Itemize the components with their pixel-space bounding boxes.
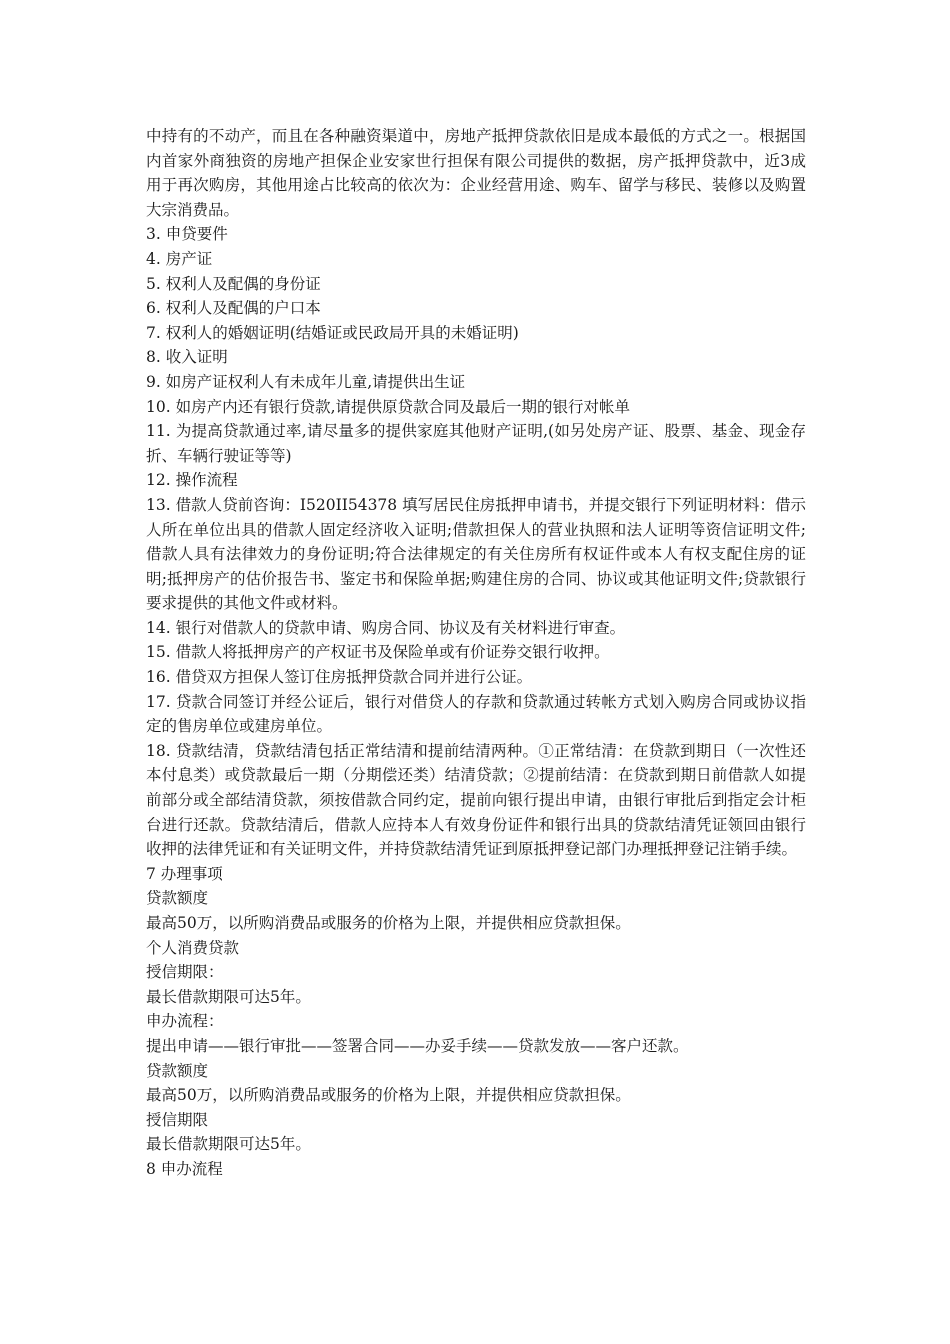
section-heading-8: 8 申办流程: [146, 1159, 223, 1178]
list-item-3: 3. 申贷要件: [146, 225, 228, 244]
list-item-14: 14. 银行对借款人的贷款申请、购房合同、协议及有关材料进行审查。: [146, 618, 626, 637]
loan-amount-text: 最高50万，以所购消费品或服务的价格为上限，并提供相应贷款担保。: [146, 914, 631, 932]
loan-amount-label-2: 贷款额度: [146, 1061, 209, 1080]
list-item-11: 11. 为提高贷款通过率,请尽量多的提供家庭其他财产证明,(如另处房产证、股票、基金、现金存折、车辆行驶证等等): [146, 422, 806, 465]
credit-term-text-2: 最长借款期限可达5年。: [146, 1135, 311, 1154]
consumer-loan-label: 个人消费贷款: [146, 938, 240, 957]
list-item-10: 10. 如房产内还有银行贷款,请提供原贷款合同及最后一期的银行对帐单: [146, 397, 631, 416]
loan-amount-text-2: 最高50万，以所购消费品或服务的价格为上限，并提供相应贷款担保。: [146, 1086, 631, 1105]
credit-term-label-2: 授信期限: [146, 1110, 209, 1129]
list-item-17: 17. 贷款合同签订并经公证后，银行对借贷人的存款和贷款通过转帐方式划入购房合同或协议指定的售房单位或建房单位。: [146, 692, 806, 736]
list-item-12: 12. 操作流程: [146, 471, 238, 490]
list-item-15: 15. 借款人将抵押房产的产权证书及保险单或有价证券交银行收押。: [146, 643, 610, 662]
list-item-8: 8. 收入证明: [146, 348, 228, 367]
list-item-6: 6. 权利人及配偶的户口本: [146, 299, 321, 318]
process-label: 申办流程：: [146, 1012, 224, 1031]
list-item-7: 7. 权利人的婚姻证明(结婚证或民政局开具的未婚证明): [146, 323, 519, 342]
document-body: [146, 124, 806, 1182]
list-item-13: 13. 借款人贷前咨询：I520II54378 填写居民住房抵押申请书，并提交银行下列证明材料：借示人所在单位出具的借款人固定经济收入证明;借款担保人的营业执照和法人证明等资信证明文件;借款人具有法律效力的身份证明;符合法律规定的有关住房所有权证件或本人有权支配住房的证明;抵押房产的估价报告书、鉴定书和保险单据;购建住房的合同、协议或其他证明文件;贷款银行要求提供的其他文件或材料。: [146, 495, 806, 613]
credit-term-label: 授信期限：: [146, 963, 224, 982]
list-item-9: 9. 如房产证权利人有未成年儿童,请提供出生证: [146, 372, 466, 391]
loan-amount-label: 贷款额度: [146, 889, 209, 908]
list-item-5: 5. 权利人及配偶的身份证: [146, 274, 321, 293]
section-heading-7: 7 办理事项: [146, 864, 223, 883]
list-item-4: 4. 房产证: [146, 249, 213, 268]
paragraph-intro: 中持有的不动产，而且在各种融资渠道中，房地产抵押贷款依旧是成本最低的方式之一。根据国内首家外商独资的房地产担保企业安家世行担保有限公司提供的数据，房产抵押贷款中，近3成用于再次购房，其他用途占比较高的依次为：企业经营用途、购车、留学与移民、装修以及购置大宗消费品。: [146, 127, 806, 219]
list-item-16: 16. 借贷双方担保人签订住房抵押贷款合同并进行公证。: [146, 668, 533, 687]
process-text: 提出申请——银行审批——签署合同——办妥手续——贷款发放——客户还款。: [146, 1036, 689, 1055]
list-item-18: 18. 贷款结清，贷款结清包括正常结清和提前结清两种。①正常结清：在贷款到期日（一次性还本付息类）或贷款最后一期（分期偿还类）结清贷款；②提前结清：在贷款到期日前借款人如提前部分或全部结清贷款，须按借款合同约定，提前向银行提出申请，由银行审批后到指定会计柜台进行还款。贷款结清后，借款人应持本人有效身份证件和银行出具的贷款结清凭证领回由银行收押的法律凭证和有关证明文件，并持贷款结清凭证到原抵押登记部门办理抵押登记注销手续。: [146, 741, 806, 859]
credit-term-text: 最长借款期限可达5年。: [146, 987, 311, 1006]
